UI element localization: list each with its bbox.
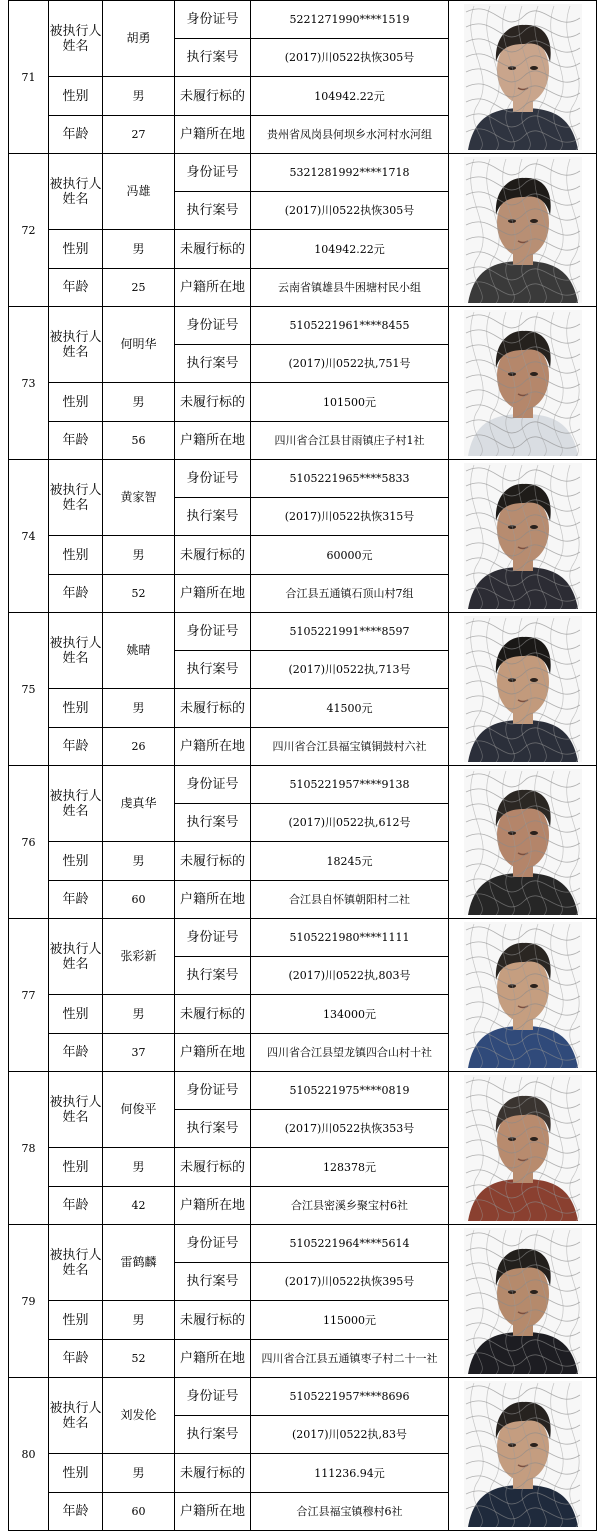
- table-row: [9, 919, 597, 957]
- residence: 四川省合江县望龙镇四合山村十社: [251, 1034, 449, 1072]
- debtor-name: 雷鹤麟: [103, 1225, 175, 1301]
- sex-label: 性别: [49, 230, 103, 269]
- name-label: 被执行人姓名: [49, 613, 103, 689]
- residence-label: 户籍所在地: [175, 1340, 251, 1378]
- table-row: [9, 766, 597, 804]
- debtor-photo-cell: [449, 1378, 597, 1531]
- portrait-image: [464, 310, 582, 456]
- residence: 合江县福宝镇穆村6社: [251, 1493, 449, 1531]
- id-label: 身份证号: [175, 307, 251, 345]
- debtor-age: 26: [103, 728, 175, 766]
- residence-label: 户籍所在地: [175, 881, 251, 919]
- record-number: 79: [9, 1225, 49, 1378]
- age-label: 年龄: [49, 881, 103, 919]
- age-label: 年龄: [49, 1187, 103, 1225]
- age-label: 年龄: [49, 1340, 103, 1378]
- sex-label: 性别: [49, 842, 103, 881]
- case-label: 执行案号: [175, 1416, 251, 1454]
- sex-label: 性别: [49, 536, 103, 575]
- debtor-name: 何明华: [103, 307, 175, 383]
- debtor-photo-cell: [449, 460, 597, 613]
- debtor-photo: [464, 4, 582, 150]
- residence-label: 户籍所在地: [175, 1034, 251, 1072]
- table-row: [9, 307, 597, 345]
- case-number: (2017)川0522执,612号: [251, 804, 449, 842]
- debtor-age: 37: [103, 1034, 175, 1072]
- amount-label: 未履行标的: [175, 230, 251, 269]
- age-label: 年龄: [49, 575, 103, 613]
- residence: 四川省合江县福宝镇铜鼓村六社: [251, 728, 449, 766]
- outstanding-amount: 104942.22元: [251, 230, 449, 269]
- residence: 合江县自怀镇朝阳村二社: [251, 881, 449, 919]
- debtor-sex: 男: [103, 1301, 175, 1340]
- outstanding-amount: 41500元: [251, 689, 449, 728]
- table-row: [9, 154, 597, 192]
- debtor-sex: 男: [103, 230, 175, 269]
- case-label: 执行案号: [175, 192, 251, 230]
- name-label: 被执行人姓名: [49, 766, 103, 842]
- debtor-age: 52: [103, 1340, 175, 1378]
- case-number: (2017)川0522执,751号: [251, 345, 449, 383]
- debtor-age: 27: [103, 116, 175, 154]
- residence-label: 户籍所在地: [175, 1493, 251, 1531]
- case-number: (2017)川0522执,803号: [251, 957, 449, 995]
- case-number: (2017)川0522执恢315号: [251, 498, 449, 536]
- case-label: 执行案号: [175, 345, 251, 383]
- id-number: 5105221991****8597: [251, 613, 449, 651]
- id-label: 身份证号: [175, 460, 251, 498]
- table-row: [9, 1072, 597, 1110]
- debtor-name: 刘发伦: [103, 1378, 175, 1454]
- debtor-photo-cell: [449, 307, 597, 460]
- residence: 合江县五通镇石顶山村7组: [251, 575, 449, 613]
- portrait-image: [464, 463, 582, 609]
- age-label: 年龄: [49, 269, 103, 307]
- name-label: 被执行人姓名: [49, 307, 103, 383]
- debtor-photo-cell: [449, 1225, 597, 1378]
- case-number: (2017)川0522执恢305号: [251, 192, 449, 230]
- sex-label: 性别: [49, 383, 103, 422]
- residence-label: 户籍所在地: [175, 422, 251, 460]
- case-label: 执行案号: [175, 1110, 251, 1148]
- debtor-sex: 男: [103, 995, 175, 1034]
- id-number: 5321281992****1718: [251, 154, 449, 192]
- table-row: [9, 1, 597, 39]
- debtor-sex: 男: [103, 1454, 175, 1493]
- id-number: 5105221964****5614: [251, 1225, 449, 1263]
- case-label: 执行案号: [175, 498, 251, 536]
- record-number: 78: [9, 1072, 49, 1225]
- residence-label: 户籍所在地: [175, 116, 251, 154]
- record-number: 74: [9, 460, 49, 613]
- debtor-name: 何俊平: [103, 1072, 175, 1148]
- case-number: (2017)川0522执恢395号: [251, 1263, 449, 1301]
- id-label: 身份证号: [175, 1072, 251, 1110]
- id-label: 身份证号: [175, 613, 251, 651]
- debtor-photo: [464, 922, 582, 1068]
- debtor-photo: [464, 310, 582, 456]
- debtor-sex: 男: [103, 383, 175, 422]
- id-number: 5105221961****8455: [251, 307, 449, 345]
- debtor-age: 56: [103, 422, 175, 460]
- portrait-image: [464, 1381, 582, 1527]
- debtor-name: 姚晴: [103, 613, 175, 689]
- sex-label: 性别: [49, 1301, 103, 1340]
- name-label: 被执行人姓名: [49, 1, 103, 77]
- case-label: 执行案号: [175, 957, 251, 995]
- case-number: (2017)川0522执,713号: [251, 651, 449, 689]
- name-label: 被执行人姓名: [49, 460, 103, 536]
- name-label: 被执行人姓名: [49, 154, 103, 230]
- outstanding-amount: 128378元: [251, 1148, 449, 1187]
- outstanding-amount: 134000元: [251, 995, 449, 1034]
- debtor-age: 60: [103, 881, 175, 919]
- debtor-photo: [464, 463, 582, 609]
- debtor-photo: [464, 1381, 582, 1527]
- amount-label: 未履行标的: [175, 1301, 251, 1340]
- record-number: 80: [9, 1378, 49, 1531]
- age-label: 年龄: [49, 422, 103, 460]
- debtor-photo: [464, 1228, 582, 1374]
- id-label: 身份证号: [175, 766, 251, 804]
- debtor-age: 42: [103, 1187, 175, 1225]
- sex-label: 性别: [49, 689, 103, 728]
- amount-label: 未履行标的: [175, 995, 251, 1034]
- debtor-age: 25: [103, 269, 175, 307]
- outstanding-amount: 115000元: [251, 1301, 449, 1340]
- outstanding-amount: 104942.22元: [251, 77, 449, 116]
- debtor-photo: [464, 157, 582, 303]
- debtor-name: 冯雄: [103, 154, 175, 230]
- outstanding-amount: 18245元: [251, 842, 449, 881]
- id-number: 5105221965****5833: [251, 460, 449, 498]
- case-number: (2017)川0522执恢305号: [251, 39, 449, 77]
- id-number: 5105221975****0819: [251, 1072, 449, 1110]
- outstanding-amount: 111236.94元: [251, 1454, 449, 1493]
- amount-label: 未履行标的: [175, 536, 251, 575]
- id-label: 身份证号: [175, 154, 251, 192]
- id-label: 身份证号: [175, 1, 251, 39]
- id-number: 5105221957****8696: [251, 1378, 449, 1416]
- debtor-name: 张彩新: [103, 919, 175, 995]
- debtor-photo-cell: [449, 613, 597, 766]
- portrait-image: [464, 769, 582, 915]
- debtor-photo-cell: [449, 766, 597, 919]
- record-number: 72: [9, 154, 49, 307]
- debtor-name: 虔真华: [103, 766, 175, 842]
- debtor-photo-cell: [449, 154, 597, 307]
- residence-label: 户籍所在地: [175, 1187, 251, 1225]
- id-label: 身份证号: [175, 1378, 251, 1416]
- debtor-name: 黄家智: [103, 460, 175, 536]
- debtor-sex: 男: [103, 536, 175, 575]
- outstanding-amount: 101500元: [251, 383, 449, 422]
- debtor-photo: [464, 769, 582, 915]
- case-number: (2017)川0522执,83号: [251, 1416, 449, 1454]
- sex-label: 性别: [49, 1148, 103, 1187]
- age-label: 年龄: [49, 1493, 103, 1531]
- amount-label: 未履行标的: [175, 689, 251, 728]
- record-number: 71: [9, 1, 49, 154]
- portrait-image: [464, 1075, 582, 1221]
- case-label: 执行案号: [175, 651, 251, 689]
- portrait-image: [464, 4, 582, 150]
- name-label: 被执行人姓名: [49, 1225, 103, 1301]
- age-label: 年龄: [49, 728, 103, 766]
- case-label: 执行案号: [175, 1263, 251, 1301]
- name-label: 被执行人姓名: [49, 919, 103, 995]
- debtor-sex: 男: [103, 1148, 175, 1187]
- name-label: 被执行人姓名: [49, 1378, 103, 1454]
- residence: 合江县密溪乡聚宝村6社: [251, 1187, 449, 1225]
- id-number: 5221271990****1519: [251, 1, 449, 39]
- debtor-photo-cell: [449, 1, 597, 154]
- debtor-table: [8, 0, 597, 1531]
- debtor-sex: 男: [103, 842, 175, 881]
- residence-label: 户籍所在地: [175, 728, 251, 766]
- sex-label: 性别: [49, 77, 103, 116]
- name-label: 被执行人姓名: [49, 1072, 103, 1148]
- amount-label: 未履行标的: [175, 1148, 251, 1187]
- table-row: [9, 613, 597, 651]
- case-label: 执行案号: [175, 39, 251, 77]
- id-number: 5105221957****9138: [251, 766, 449, 804]
- residence: 四川省合江县五通镇枣子村二十一社: [251, 1340, 449, 1378]
- amount-label: 未履行标的: [175, 383, 251, 422]
- outstanding-amount: 60000元: [251, 536, 449, 575]
- residence-label: 户籍所在地: [175, 269, 251, 307]
- case-number: (2017)川0522执恢353号: [251, 1110, 449, 1148]
- debtor-photo-cell: [449, 1072, 597, 1225]
- id-label: 身份证号: [175, 919, 251, 957]
- table-row: [9, 460, 597, 498]
- table-row: [9, 1225, 597, 1263]
- amount-label: 未履行标的: [175, 77, 251, 116]
- amount-label: 未履行标的: [175, 1454, 251, 1493]
- case-label: 执行案号: [175, 804, 251, 842]
- debtor-photo-cell: [449, 919, 597, 1072]
- id-number: 5105221980****1111: [251, 919, 449, 957]
- residence: 云南省镇雄县牛困塘村民小组: [251, 269, 449, 307]
- debtor-age: 52: [103, 575, 175, 613]
- debtor-sex: 男: [103, 77, 175, 116]
- debtor-name: 胡勇: [103, 1, 175, 77]
- amount-label: 未履行标的: [175, 842, 251, 881]
- debtor-photo: [464, 616, 582, 762]
- portrait-image: [464, 616, 582, 762]
- portrait-image: [464, 157, 582, 303]
- record-number: 73: [9, 307, 49, 460]
- sex-label: 性别: [49, 1454, 103, 1493]
- record-number: 76: [9, 766, 49, 919]
- debtor-photo: [464, 1075, 582, 1221]
- debtor-sex: 男: [103, 689, 175, 728]
- table-row: [9, 1378, 597, 1416]
- portrait-image: [464, 1228, 582, 1374]
- age-label: 年龄: [49, 1034, 103, 1072]
- id-label: 身份证号: [175, 1225, 251, 1263]
- debtor-age: 60: [103, 1493, 175, 1531]
- residence: 四川省合江县甘雨镇庄子村1社: [251, 422, 449, 460]
- residence-label: 户籍所在地: [175, 575, 251, 613]
- residence: 贵州省凤岗县何坝乡水河村水河组: [251, 116, 449, 154]
- age-label: 年龄: [49, 116, 103, 154]
- record-number: 75: [9, 613, 49, 766]
- record-number: 77: [9, 919, 49, 1072]
- portrait-image: [464, 922, 582, 1068]
- sex-label: 性别: [49, 995, 103, 1034]
